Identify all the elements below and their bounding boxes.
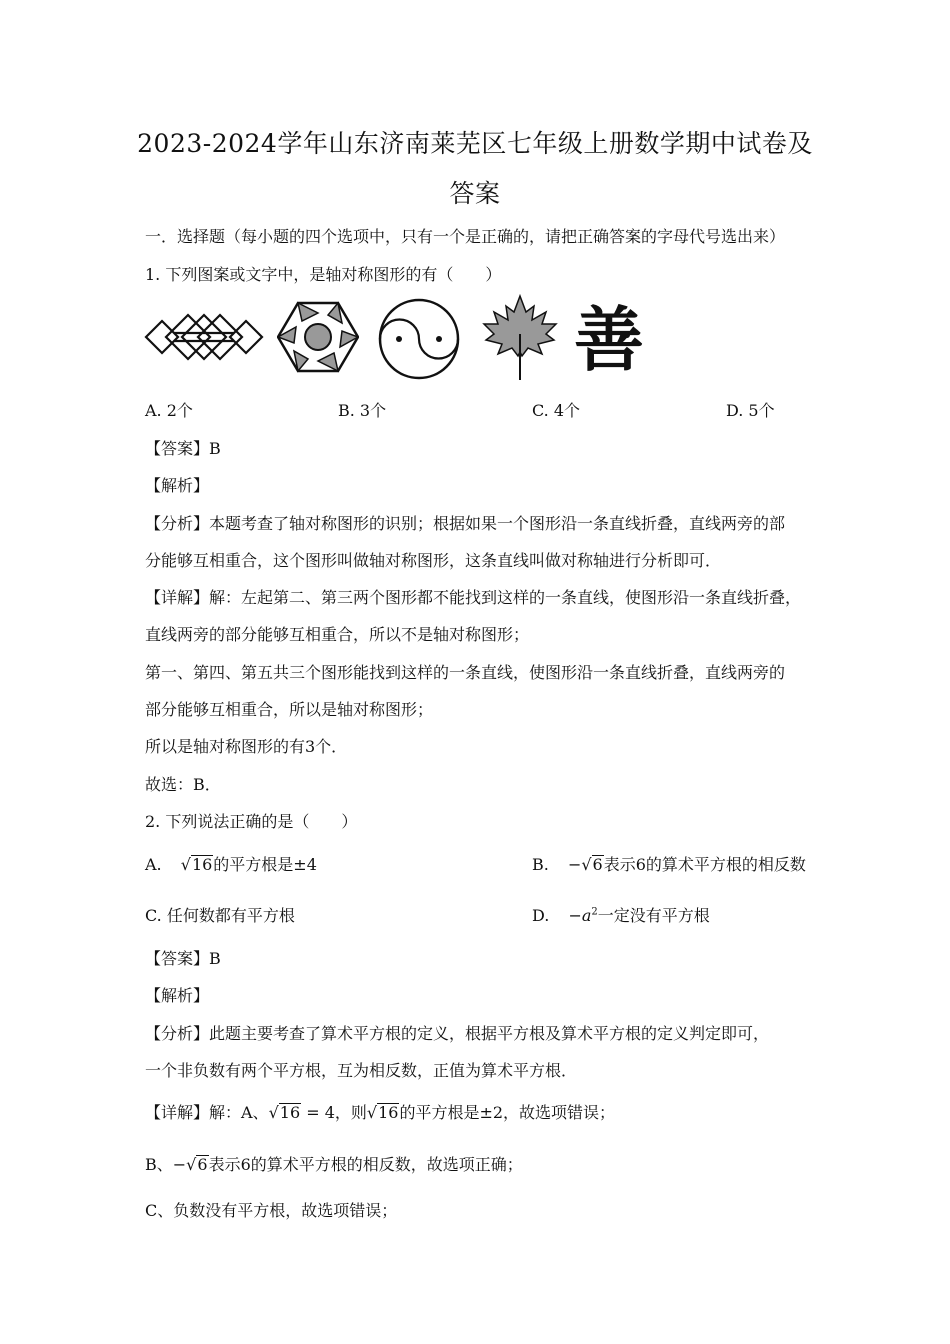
q1-fenxi-line-1: 【分析】本题考查了轴对称图形的识别；根据如果一个图形沿一条直线折叠，直线两旁的部 <box>145 514 786 533</box>
q2-option-b-minus: − <box>567 855 582 874</box>
sqrt-icon: √ <box>180 855 191 874</box>
doc-title-line-1: 2023-2024学年山东济南莱芜区七年级上册数学期中试卷及 <box>137 129 813 158</box>
q2-option-b-radicand: 6 <box>592 855 603 874</box>
q2-xiangjie-a-equals: = 4 <box>301 1103 335 1122</box>
q1-option-d: D. 5个 <box>726 401 775 420</box>
q2-option-d <box>532 903 710 926</box>
sqrt-icon: √ <box>186 1155 197 1174</box>
q2-xiangjie-a-suffix: 的平方根是±2，故选项错误； <box>399 1103 616 1122</box>
q2-xiangjie-a-prefix: 【详解】解：A、 <box>145 1103 269 1122</box>
q2-stem: 2. 下列说法正确的是（ ） <box>145 812 358 831</box>
q2-fenxi-line-2: 一个非负数有两个平方根，互为相反数，正值为算术平方根． <box>145 1061 578 1080</box>
q1-option-a: A. 2个 <box>145 401 193 420</box>
q2-answer: 【答案】B <box>145 949 221 968</box>
sqrt-icon: √ <box>366 1103 378 1122</box>
doc-title-line-2: 答案 <box>449 179 501 208</box>
sqrt-icon: √ <box>581 855 592 874</box>
q2-xiangjie-a <box>145 1100 615 1123</box>
taiji-figure <box>377 298 461 380</box>
sqrt-icon: √ <box>268 1103 279 1122</box>
q2-option-d-label: D. <box>532 906 550 925</box>
q2-option-a <box>145 852 317 875</box>
q1-xiangjie-line-1: 【详解】解：左起第二、第三两个图形都不能找到这样的一条直线，使图形沿一条直线折叠， <box>145 588 802 607</box>
q2-xiangjie-b-prefix: B、 <box>145 1155 173 1174</box>
section-heading: 一．选择题（每小题的四个选项中，只有一个是正确的，请把正确答案的字母代号选出来） <box>145 227 786 246</box>
q2-option-d-minus: − <box>568 906 582 925</box>
q2-option-d-variable: a <box>581 906 592 925</box>
q2-xiangjie-a-radicand-2: 16 <box>378 1103 399 1122</box>
q1-stem: 1. 下列图案或文字中，是轴对称图形的有（ ） <box>145 265 502 284</box>
q2-option-d-text: 一定没有平方根 <box>597 906 710 925</box>
shan-character-figure: 善 <box>574 299 644 381</box>
q2-xiangjie-c: C、负数没有平方根，故选项错误； <box>145 1201 398 1220</box>
q2-xiangjie-b-minus: − <box>172 1155 187 1174</box>
q2-analysis-heading: 【解析】 <box>145 986 210 1005</box>
hexagon-swirl-figure <box>277 301 359 373</box>
q2-xiangjie-a-radicand-1: 16 <box>279 1103 301 1122</box>
q2-option-a-label: A. <box>145 855 162 874</box>
q2-option-c: C. 任何数都有平方根 <box>145 906 295 925</box>
q2-option-d-exponent: 2 <box>591 906 598 918</box>
q2-xiangjie-b-suffix: 表示6的算术平方根的相反数，故选项正确； <box>208 1155 523 1174</box>
knot-pattern-figure <box>144 306 264 368</box>
q1-xiangjie-line-4: 部分能够互相重合，所以是轴对称图形； <box>145 700 434 719</box>
q1-option-b: B. 3个 <box>338 401 387 420</box>
q1-answer: 【答案】B <box>145 439 221 458</box>
q1-option-c: C. 4个 <box>532 401 581 420</box>
q1-choice: 故选：B． <box>145 775 221 794</box>
q2-option-b-text: 表示6的算术平方根的相反数 <box>603 855 806 874</box>
q2-xiangjie-b-radicand: 6 <box>197 1155 208 1174</box>
maple-leaf-figure <box>480 294 560 382</box>
q2-xiangjie-b <box>145 1152 523 1175</box>
q2-option-b <box>532 852 806 875</box>
q2-option-a-text: 的平方根是±4 <box>213 855 317 874</box>
q2-fenxi-line-1: 【分析】此题主要考查了算术平方根的定义，根据平方根及算术平方根的定义判定即可， <box>145 1024 770 1043</box>
q2-option-b-label: B. <box>532 855 549 874</box>
q1-fenxi-line-2: 分能够互相重合，这个图形叫做轴对称图形，这条直线叫做对称轴进行分析即可． <box>145 551 722 570</box>
q2-xiangjie-a-mid: ，则 <box>334 1103 367 1122</box>
q2-option-a-radicand: 16 <box>191 855 213 874</box>
q1-xiangjie-line-3: 第一、第四、第五共三个图形能找到这样的一条直线，使图形沿一条直线折叠，直线两旁的 <box>145 663 786 682</box>
q1-xiangjie-line-5: 所以是轴对称图形的有3个． <box>145 737 348 756</box>
q1-analysis-heading: 【解析】 <box>145 476 210 495</box>
q1-xiangjie-line-2: 直线两旁的部分能够互相重合，所以不是轴对称图形； <box>145 625 530 644</box>
